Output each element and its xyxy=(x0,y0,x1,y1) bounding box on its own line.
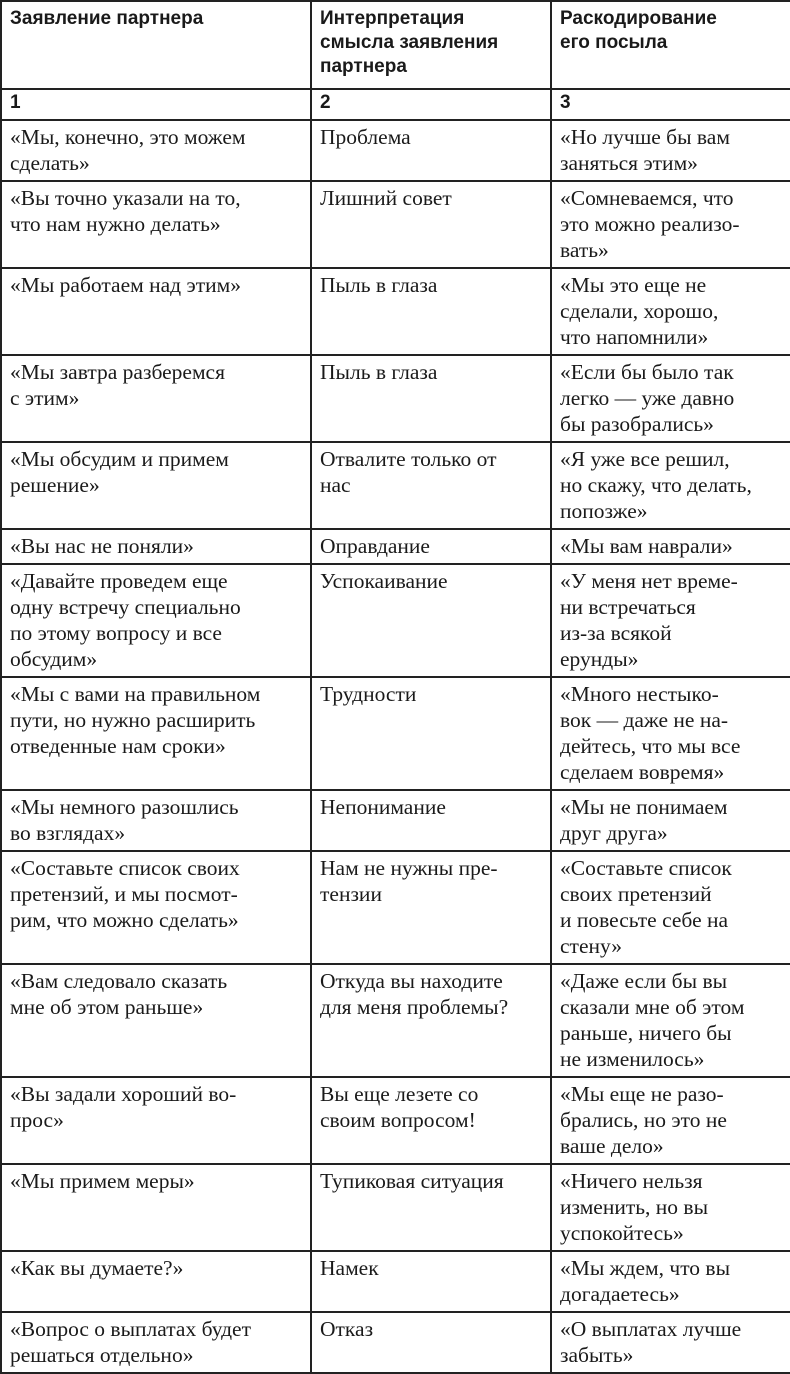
header-decoding: Раскодирование его посыла xyxy=(551,1,790,89)
table-row xyxy=(1,181,790,268)
header-partner-statement: Заявление партнера xyxy=(1,1,311,89)
decoding-cell: «Составьте список своих претензий и повесьте себе на стену» xyxy=(551,851,790,964)
interpretation-cell: Нам не нужны пре- тензии xyxy=(311,851,551,964)
interpretation-cell: Откуда вы находите для меня проблемы? xyxy=(311,964,551,1077)
statement-cell: «Мы, конечно, это можем сделать» xyxy=(1,120,311,181)
decoding-cell: «У меня нет време- ни встречаться из-за всякой ерунды» xyxy=(551,564,790,677)
table-row xyxy=(1,529,790,564)
statement-cell: «Давайте проведем еще одну встречу специально по этому вопросу и все обсудим» xyxy=(1,564,311,677)
table-row xyxy=(1,1251,790,1312)
interpretation-cell: Пыль в глаза xyxy=(311,355,551,442)
statement-cell: «Вам следовало сказать мне об этом раньше» xyxy=(1,964,311,1077)
interpretation-cell: Отказ xyxy=(311,1312,551,1373)
decoding-cell: «Мы вам наврали» xyxy=(551,529,790,564)
statement-cell: «Составьте список своих претензий, и мы посмот- рим, что можно сделать» xyxy=(1,851,311,964)
header-row xyxy=(1,1,790,89)
table-row xyxy=(1,677,790,790)
table-row xyxy=(1,442,790,529)
table-row xyxy=(1,851,790,964)
column-number: 2 xyxy=(311,89,551,120)
header-interpretation: Интерпретация смысла заявления партнера xyxy=(311,1,551,89)
interpretation-cell: Вы еще лезете со своим вопросом! xyxy=(311,1077,551,1164)
decoding-cell: «Я уже все решил, но скажу, что делать, попозже» xyxy=(551,442,790,529)
decoding-cell: «Мы не понимаем друг друга» xyxy=(551,790,790,851)
decoding-cell: «О выплатах лучше забыть» xyxy=(551,1312,790,1373)
statement-cell: «Вы нас не поняли» xyxy=(1,529,311,564)
table-row xyxy=(1,120,790,181)
decoding-cell: «Но лучше бы вам заняться этим» xyxy=(551,120,790,181)
column-number: 1 xyxy=(1,89,311,120)
interpretation-cell: Тупиковая ситуация xyxy=(311,1164,551,1251)
interpretation-cell: Трудности xyxy=(311,677,551,790)
table-row xyxy=(1,1164,790,1251)
interpretation-cell: Проблема xyxy=(311,120,551,181)
table-row xyxy=(1,790,790,851)
table-row xyxy=(1,355,790,442)
statement-cell: «Мы немного разошлись во взглядах» xyxy=(1,790,311,851)
table-row xyxy=(1,564,790,677)
interpretation-cell: Непонимание xyxy=(311,790,551,851)
statement-cell: «Мы с вами на правильном пути, но нужно расширить отведенные нам сроки» xyxy=(1,677,311,790)
interpretation-cell: Оправдание xyxy=(311,529,551,564)
decoding-cell: «Если бы было так легко — уже давно бы разобрались» xyxy=(551,355,790,442)
column-number: 3 xyxy=(551,89,790,120)
statement-cell: «Как вы думаете?» xyxy=(1,1251,311,1312)
table-row xyxy=(1,964,790,1077)
table-row xyxy=(1,1077,790,1164)
decoding-cell: «Сомневаемся, что это можно реализо- вать» xyxy=(551,181,790,268)
statement-cell: «Мы завтра разберемся с этим» xyxy=(1,355,311,442)
decoding-cell: «Мы еще не разо- брались, но это не ваше дело» xyxy=(551,1077,790,1164)
statement-cell: «Вы задали хороший во- прос» xyxy=(1,1077,311,1164)
statement-cell: «Мы обсудим и примем решение» xyxy=(1,442,311,529)
interpretation-cell: Пыль в глаза xyxy=(311,268,551,355)
decoding-cell: «Мы ждем, что вы догадаетесь» xyxy=(551,1251,790,1312)
table-row xyxy=(1,268,790,355)
decoding-cell: «Ничего нельзя изменить, но вы успокойтесь» xyxy=(551,1164,790,1251)
decoding-cell: «Много нестыко- вок — даже не на- дейтесь, что мы все сделаем вовремя» xyxy=(551,677,790,790)
interpretation-cell: Отвалите только от нас xyxy=(311,442,551,529)
statement-cell: «Мы примем меры» xyxy=(1,1164,311,1251)
decoding-cell: «Даже если бы вы сказали мне об этом раньше, ничего бы не изменилось» xyxy=(551,964,790,1077)
interpretation-cell: Успокаивание xyxy=(311,564,551,677)
table-row xyxy=(1,1312,790,1373)
decoding-cell: «Мы это еще не сделали, хорошо, что напомнили» xyxy=(551,268,790,355)
interpretation-cell: Лишний совет xyxy=(311,181,551,268)
column-number-row xyxy=(1,89,790,120)
statement-cell: «Вы точно указали на то, что нам нужно делать» xyxy=(1,181,311,268)
statement-cell: «Мы работаем над этим» xyxy=(1,268,311,355)
interpretation-cell: Намек xyxy=(311,1251,551,1312)
statement-cell: «Вопрос о выплатах будет решаться отдельно» xyxy=(1,1312,311,1373)
